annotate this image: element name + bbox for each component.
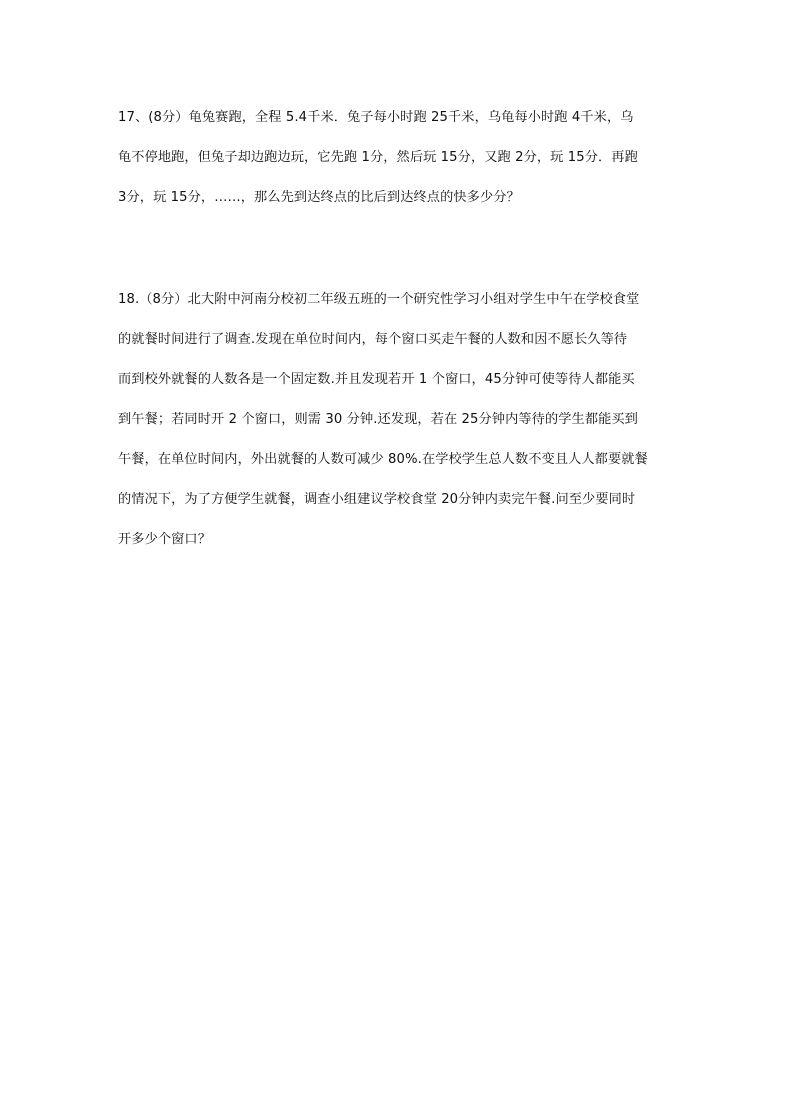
problem-18-line-4: 到午餐；若同时开 2 个窗口，则需 30 分钟.还发现，若在 25分钟内等待的学生都能买到 [118,412,638,427]
problem-18-line-3: 而到校外就餐的人数各是一个固定数.并且发现若开 1 个窗口，45分钟可使等待人都能买 [118,372,635,387]
problem-17 [118,111,678,231]
problem-17-line-2: 龟不停地跑，但兔子却边跑边玩，它先跑 1分，然后玩 15分，又跑 2分，玩 15分．再跑 [118,150,638,165]
problem-18-line-7: 开多少个窗口？ [118,532,212,547]
problem-18-line-2: 的就餐时间进行了调查.发现在单位时间内，每个窗口买走午餐的人数和因不愿长久等待 [118,332,628,347]
problem-18-line-5: 午餐，在单位时间内，外出就餐的人数可减少 80%.在学校学生总人数不变且人人都要就餐 [118,452,648,467]
problem-18-line-6: 的情况下，为了方便学生就餐，调查小组建议学校食堂 20分钟内卖完午餐.问至少要同时 [118,492,636,507]
problem-18-line-1: 18.（8分）北大附中河南分校初二年级五班的一个研究性学习小组对学生中午在学校食堂 [118,292,640,307]
problem-18 [118,293,678,573]
problem-17-line-1: 17、(8分）龟兔赛跑，全程 5.4千米．兔子每小时跑 25千米，乌龟每小时跑 4千米，乌 [118,110,634,125]
problem-17-line-3: 3分，玩 15分，……，那么先到达终点的比后到达终点的快多少分？ [118,190,520,205]
